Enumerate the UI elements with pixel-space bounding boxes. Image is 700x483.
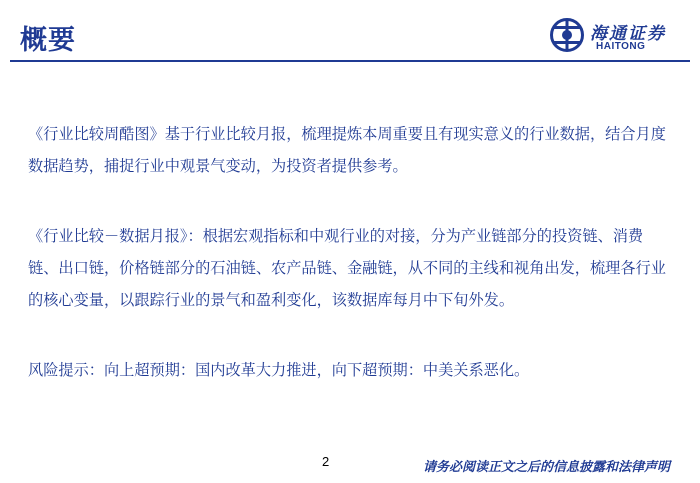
legal-disclaimer: 请务必阅读正文之后的信息披露和法律声明 [422,460,670,475]
page-number: 2 [322,454,330,469]
body-content [28,118,673,386]
company-logo [550,18,690,54]
paragraph-monthly-report: 《行业比较－数据月报》：根据宏观指标和中观行业的对接，分为产业链部分的投资链、消费链、出口链，价格链部分的石油链、农产品链、金融链，从不同的主线和视角出发，梳理各行业的核心变量，以跟踪行业的景气和盈利变化，该数据库每月中下旬外发。 [28,227,666,309]
logo-name-en: HAITONG [596,41,646,52]
header-divider [10,60,690,62]
page-title: 概要 [20,25,76,56]
logo-name-cn: 海通证券 [590,24,666,44]
haitong-logo-icon [550,18,584,52]
paragraph-weekly-report: 《行业比较周酷图》基于行业比较月报，梳理提炼本周重要且有现实意义的行业数据，结合月度数据趋势，捕捉行业中观景气变动，为投资者提供参考。 [28,125,666,175]
paragraph-risk-warning: 风险提示：向上超预期：国内改革大力推进，向下超预期：中美关系恶化。 [28,361,530,379]
